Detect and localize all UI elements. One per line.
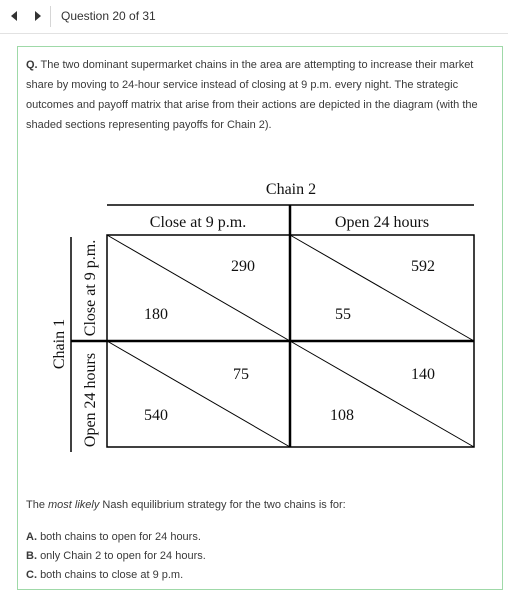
option-text: only Chain 2 to open for 24 hours. [40, 550, 206, 562]
payoff-r1c1-chain1: 180 [144, 306, 168, 323]
chain2-label: Chain 2 [265, 181, 317, 198]
cell-diagonal-r1c2 [290, 235, 474, 341]
answer-option-c[interactable] [26, 569, 490, 581]
cell-diagonal-r2c2 [290, 341, 474, 447]
prompt-emphasis: most likely [48, 499, 100, 511]
top-navigation-bar [0, 0, 508, 34]
row-header-close: Close at 9 p.m. [82, 239, 99, 337]
triangle-left-icon [10, 11, 18, 21]
cell-diagonal-r2c1 [107, 341, 290, 447]
next-question-button[interactable] [30, 8, 46, 24]
prompt-before: The [26, 499, 49, 511]
option-letter: B. [26, 550, 37, 562]
payoff-matrix-diagram [18, 47, 504, 487]
nav-divider [50, 6, 51, 27]
col-header-open: Open 24 hours [334, 214, 430, 231]
payoff-r1c1-chain2: 290 [231, 258, 255, 275]
question-prefix: Q. [26, 59, 38, 71]
option-letter: C. [26, 569, 37, 581]
chain1-label: Chain 1 [51, 318, 68, 370]
option-letter: A. [26, 531, 37, 543]
answer-prompt [26, 499, 490, 511]
option-text: both chains to open for 24 hours. [40, 531, 201, 543]
payoff-r2c2-chain2: 140 [411, 366, 435, 383]
triangle-right-icon [34, 11, 42, 21]
option-text: both chains to close at 9 p.m. [40, 569, 184, 581]
row-header-open: Open 24 hours [82, 352, 99, 448]
payoff-r2c2-chain1: 108 [330, 407, 354, 424]
payoff-r1c2-chain2: 592 [411, 258, 435, 275]
col-header-close: Close at 9 p.m. [149, 214, 247, 231]
question-counter: Question 20 of 31 [61, 9, 156, 23]
question-card [17, 46, 503, 590]
answer-option-b[interactable] [26, 550, 490, 562]
question-body: The two dominant supermarket chains in the area are attempting to increase their market share by moving to 24-hour service instead of closing at 9 p.m. every night. The strategic outcomes and payoff matrix that arise from their actions are depicted in the diagram (with the shaded sections representing payoffs for Chain 2). [26, 59, 478, 131]
cell-diagonal-r1c1 [107, 235, 290, 341]
answer-option-a[interactable] [26, 531, 490, 543]
payoff-r2c1-chain1: 540 [144, 407, 168, 424]
payoff-r1c2-chain1: 55 [335, 306, 351, 323]
prompt-after: Nash equilibrium strategy for the two chains is for: [99, 499, 346, 511]
previous-question-button[interactable] [6, 8, 22, 24]
payoff-r2c1-chain2: 75 [233, 366, 249, 383]
